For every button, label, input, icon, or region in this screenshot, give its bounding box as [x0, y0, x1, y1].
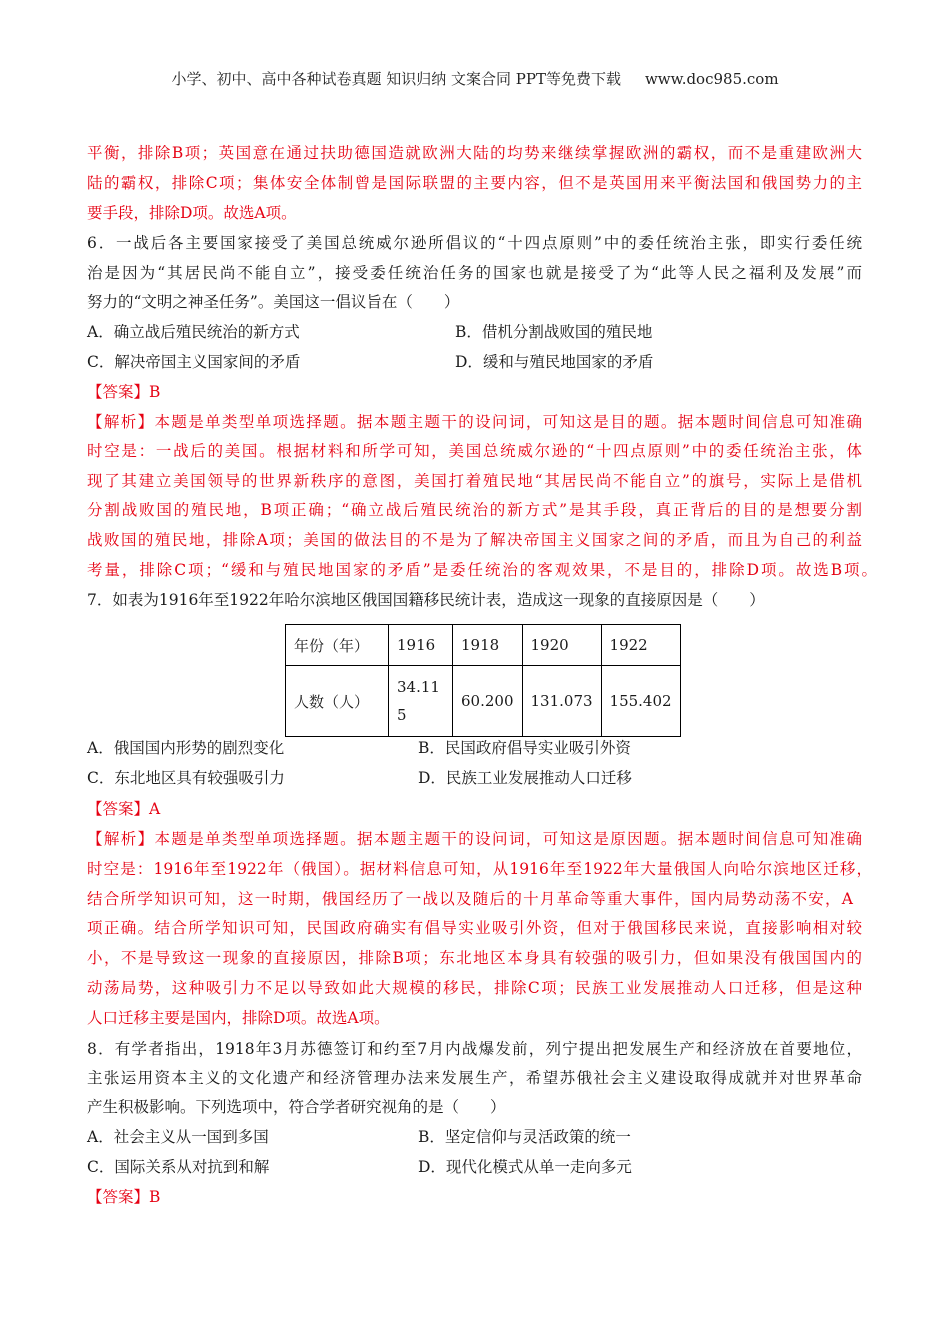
table-cell: 人数（人） [286, 666, 389, 737]
analysis-line: 动荡局势，这种吸引力不足以导致如此大规模的移民，排除C项；民族工业发展推动人口迁移，但是这种 [87, 979, 862, 997]
analysis-line: 陆的霸权，排除C项；集体安全体制曾是国际联盟的主要内容，但不是英国用来平衡法国和俄国势力的主 [87, 174, 862, 192]
option-c: C．解决帝国主义国家间的矛盾 [87, 353, 301, 371]
option-row [87, 1155, 862, 1179]
answer: 【答案】A [87, 800, 161, 818]
analysis-line: 要手段，排除D项。故选A项。 [87, 204, 297, 222]
option-b: B．坚定信仰与灵活政策的统一 [418, 1128, 631, 1146]
option-a: A．确立战后殖民统治的新方式 [87, 323, 300, 341]
analysis-line: 时空是：1916年至1922年（俄国）。据材料信息可知，从1916年至1922年大量俄国人向哈尔滨地区迁移， [87, 860, 872, 878]
option-row [87, 1125, 862, 1149]
analysis-line: 战败国的殖民地，排除A项；美国的做法目的不是为了解决帝国主义国家之间的矛盾，而且为自己的利益 [87, 531, 862, 549]
analysis-line: 【解析】本题是单类型单项选择题。据本题主题干的设问词，可知这是原因题。据本题时间信息可知准确 [87, 830, 862, 848]
question-stem: 7．如表为1916年至1922年哈尔滨地区俄国国籍移民统计表，造成这一现象的直接原因是（ ） [87, 591, 765, 609]
answer: 【答案】B [87, 1188, 161, 1206]
analysis-line: 现了其建立美国领导的世界新秩序的意图，美国打着殖民地“其居民尚不能自立”的旗号，实际上是借机 [87, 472, 862, 490]
option-row [87, 736, 862, 760]
option-d: D．现代化模式从单一走向多元 [418, 1158, 632, 1176]
question-stem: 8．有学者指出，1918年3月苏德签订和约至7月内战爆发前，列宁提出把发展生产和经济放在首要地位， [87, 1040, 862, 1058]
table-cell: 1922 [601, 625, 680, 666]
answer: 【答案】B [87, 383, 161, 401]
table-cell: 155.402 [601, 666, 680, 737]
question-stem: 6．一战后各主要国家接受了美国总统威尔逊所倡议的“十四点原则”中的委任统治主张，即实行委任统 [87, 234, 862, 252]
table-cell: 1918 [453, 625, 523, 666]
header-url: www.doc985.com [644, 70, 779, 88]
analysis-line: 【解析】本题是单类型单项选择题。据本题主题干的设问词，可知这是目的题。据本题时间信息可知准确 [87, 413, 862, 431]
migration-table [285, 624, 681, 737]
header-text: 小学、初中、高中各种试卷真题 知识归纳 文案合同 PPT等免费下载 [171, 70, 621, 88]
table-cell: 1916 [389, 625, 453, 666]
option-a: A．社会主义从一国到多国 [87, 1128, 269, 1146]
page-header [0, 68, 950, 89]
analysis-line: 人口迁移主要是国内，排除D项。故选A项。 [87, 1009, 390, 1027]
analysis-line: 考量，排除C项；“缓和与殖民地国家的矛盾”是委任统治的客观效果，不是目的，排除D项。故选B项。 [87, 561, 877, 579]
option-a: A．俄国国内形势的剧烈变化 [87, 739, 285, 757]
analysis-line: 小，不是导致这一现象的直接原因，排除B项；东北地区本身具有较强的吸引力，但如果没有俄国国内的 [87, 949, 862, 967]
option-c: C．东北地区具有较强吸引力 [87, 769, 285, 787]
analysis-line: 项正确。结合所学知识可知，民国政府确实有倡导实业吸引外资，但对于俄国移民来说，直接影响相对较 [87, 919, 862, 937]
table-cell: 34.115 [389, 666, 453, 737]
analysis-line: 平衡，排除B项；英国意在通过扶助德国造就欧洲大陆的均势来继续掌握欧洲的霸权，而不是重建欧洲大 [87, 144, 862, 162]
table-header-row [286, 625, 681, 666]
option-b: B．民国政府倡导实业吸引外资 [418, 739, 631, 757]
table-cell: 1920 [522, 625, 601, 666]
question-stem: 治是因为“其居民尚不能自立”，接受委任统治任务的国家也就是接受了为“此等人民之福利及发展”而 [87, 264, 862, 282]
analysis-line: 结合所学知识可知，这一时期，俄国经历了一战以及随后的十月革命等重大事件，国内局势动荡不安，A [87, 890, 853, 908]
option-d: D．缓和与殖民地国家的矛盾 [455, 353, 654, 371]
option-d: D．民族工业发展推动人口迁移 [418, 769, 632, 787]
option-row [87, 320, 862, 344]
question-stem: 主张运用资本主义的文化遗产和经济管理办法来发展生产，希望苏俄社会主义建设取得成就并对世界革命 [87, 1069, 862, 1087]
table-row [286, 666, 681, 737]
option-c: C．国际关系从对抗到和解 [87, 1158, 270, 1176]
option-b: B．借机分割战败国的殖民地 [455, 323, 653, 341]
question-stem: 努力的“文明之神圣任务”。美国这一倡议旨在（ ） [87, 293, 460, 311]
option-row [87, 350, 862, 374]
table-cell: 年份（年） [286, 625, 389, 666]
table-cell: 60.200 [453, 666, 523, 737]
analysis-line: 时空是：一战后的美国。根据材料和所学可知，美国总统威尔逊的“十四点原则”中的委任统治主张，体 [87, 442, 862, 460]
analysis-line: 分割战败国的殖民地，B项正确；“确立战后殖民统治的新方式”是其手段，真正背后的目的是想要分割 [87, 501, 862, 519]
table-cell: 131.073 [522, 666, 601, 737]
option-row [87, 766, 862, 790]
question-stem: 产生积极影响。下列选项中，符合学者研究视角的是（ ） [87, 1098, 506, 1116]
